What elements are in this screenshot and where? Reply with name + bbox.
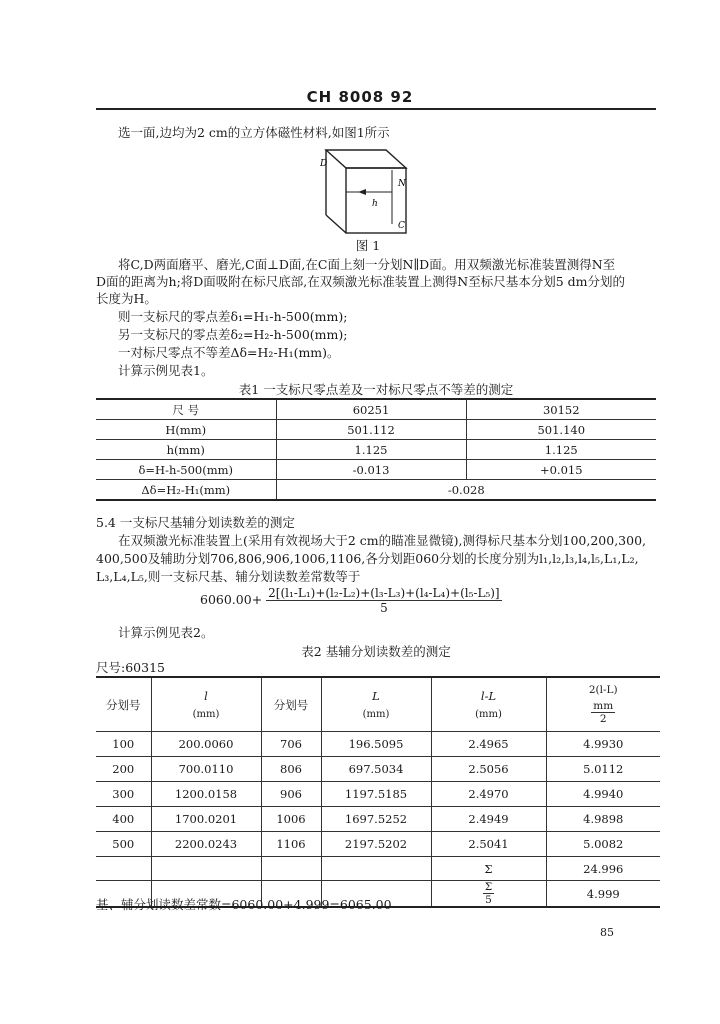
table-cell: 2197.5202 (321, 832, 431, 857)
table-cell: 697.5034 (321, 757, 431, 782)
sum-label: Σ (431, 857, 546, 881)
table-cell: -0.013 (276, 460, 466, 480)
table-cell: H(mm) (96, 420, 276, 440)
sum-value: 24.996 (546, 857, 660, 881)
header-cell (431, 677, 546, 732)
page-header: CH 8008 92 (306, 88, 414, 106)
header-cell (321, 677, 431, 732)
table-cell: h(mm) (96, 440, 276, 460)
label-C: C (398, 221, 405, 231)
table-row (96, 480, 656, 501)
table-cell: 1700.0201 (151, 807, 261, 832)
table-cell: 100 (96, 732, 151, 757)
table-cell: 1200.0158 (151, 782, 261, 807)
table-cell: 200 (96, 757, 151, 782)
intro-line: 选一面,边均为2 cm的立方体磁性材料,如图1所示 (118, 125, 390, 140)
header-unit: (mm) (475, 709, 502, 720)
table-reference: 计算示例见表2。 (118, 625, 214, 640)
cube-top-face (326, 150, 406, 168)
header-L: L (372, 689, 380, 703)
table-cell: 1.125 (466, 440, 656, 460)
cube-figure (318, 140, 418, 240)
table-cell: 706 (261, 732, 321, 757)
table-cell: 1.125 (276, 440, 466, 460)
table-row (96, 832, 660, 857)
table-row (96, 807, 660, 832)
table-reference: 计算示例见表1。 (118, 363, 214, 378)
table-row (96, 399, 656, 420)
header-frac-num: mm (593, 700, 614, 712)
header-unit: (mm) (362, 709, 390, 720)
header-cell: 分划号 (96, 677, 151, 732)
sum-row (96, 857, 660, 881)
table-row (96, 732, 660, 757)
table-cell: 1197.5185 (321, 782, 431, 807)
section-title: 5.4 一支标尺基辅分划读数差的测定 (96, 515, 295, 530)
table-cell: 501.112 (276, 420, 466, 440)
header-unit: (mm) (192, 709, 220, 720)
table-cell: 5.0112 (546, 757, 660, 782)
body-line: 将C,D两面磨平、磨光,C面⊥D面,在C面上刻一分划N∥D面。用双频激光标准装置测得N至 (118, 257, 616, 272)
table-cell: -0.028 (276, 480, 656, 501)
table-cell: 1106 (261, 832, 321, 857)
table-cell: 2.5056 (431, 757, 546, 782)
table-cell: 5.0082 (546, 832, 660, 857)
table-cell: 4.9940 (546, 782, 660, 807)
table2-caption: 表2 基辅分划读数差的测定 (301, 644, 451, 659)
table2 (96, 676, 660, 908)
table-cell: 906 (261, 782, 321, 807)
header-cell: 分划号 (261, 677, 321, 732)
header-frac-den: 2 (599, 713, 607, 725)
table-cell: 500 (96, 832, 151, 857)
equation-line: 另一支标尺的零点差δ₂=H₂-h-500(mm); (118, 327, 348, 342)
label-D: D (320, 159, 328, 169)
label-h: h (372, 199, 378, 209)
formula-numerator: 2[(l₁-L₁)+(l₂-L₂)+(l₃-L₃)+(l₄-L₄)+(l₅-L₅)] (268, 586, 500, 600)
table-row (96, 440, 656, 460)
table-cell: 60251 (276, 399, 466, 420)
table-cell: 200.0060 (151, 732, 261, 757)
body-line: D面的距离为h;将D面吸附在标尺底部,在双频激光标准装置上测得N至标尺基本分划5 dm分划的 (96, 274, 625, 289)
table-cell: 400 (96, 807, 151, 832)
table-cell: 2.5041 (431, 832, 546, 857)
table-cell: 30152 (466, 399, 656, 420)
table-row (96, 420, 656, 440)
body-line: 400,500及辅助分划706,806,906,1006,1106,各分划距060分划的长度分别为l₁,l₂,l₃,l₄,l₅,L₁,L₂, (96, 551, 639, 566)
body-line: L₃,L₄,L₅,则一支标尺基、辅分划读数差常数等于 (96, 569, 361, 584)
table-cell: δ=H-h-500(mm) (96, 460, 276, 480)
equation-line: 一对标尺零点不等差Δδ=H₂-H₁(mm)。 (118, 345, 340, 360)
table-row (96, 460, 656, 480)
avg-numerator: Σ (484, 881, 493, 893)
table-cell: 2.4965 (431, 732, 546, 757)
header-l: l (204, 689, 208, 703)
table-cell: 196.5095 (321, 732, 431, 757)
table-cell: 4.9898 (546, 807, 660, 832)
scale-number: 尺号:60315 (96, 660, 165, 675)
body-line: 在双频激光标准装置上(采用有效视场大于2 cm的瞄准显微镜),测得标尺基本分划100,200,300, (118, 533, 647, 548)
table-row (96, 782, 660, 807)
header-cell (151, 677, 261, 732)
avg-denominator: 5 (485, 894, 492, 906)
body-line: 长度为H。 (96, 291, 157, 306)
page-number: 85 (600, 926, 614, 939)
table-cell: 2.4970 (431, 782, 546, 807)
avg-value: 4.999 (546, 881, 660, 908)
table-cell: 700.0110 (151, 757, 261, 782)
table2-footnote: 基、辅分划读数差常数=6060.00+4.999=6065.00 (96, 897, 392, 912)
formula-denominator: 5 (380, 601, 388, 615)
figure1-caption: 图 1 (355, 238, 381, 253)
table-cell: 尺 号 (96, 399, 276, 420)
formula (200, 586, 502, 615)
table-cell: 501.140 (466, 420, 656, 440)
equation-line: 则一支标尺的零点差δ₁=H₁-h-500(mm); (118, 309, 348, 324)
table-cell: 4.9930 (546, 732, 660, 757)
table-cell: 2200.0243 (151, 832, 261, 857)
table-cell: 300 (96, 782, 151, 807)
table-cell: 2.4949 (431, 807, 546, 832)
header-cell (546, 677, 660, 732)
header-diff: l-L (480, 689, 497, 703)
table-cell: 806 (261, 757, 321, 782)
table-row (96, 757, 660, 782)
table-cell: +0.015 (466, 460, 656, 480)
table-cell: Δδ=H₂-H₁(mm) (96, 480, 276, 501)
table1 (96, 398, 656, 501)
table-cell: 1697.5252 (321, 807, 431, 832)
header-two-diff: 2(l-L) (588, 684, 618, 696)
label-N: N (398, 179, 406, 189)
table-cell: 1006 (261, 807, 321, 832)
table1-caption: 表1 一支标尺零点差及一对标尺零点不等差的测定 (238, 382, 514, 397)
formula-prefix: 6060.00+ (200, 592, 263, 607)
header-rule (96, 108, 656, 110)
table-header-row (96, 677, 660, 732)
